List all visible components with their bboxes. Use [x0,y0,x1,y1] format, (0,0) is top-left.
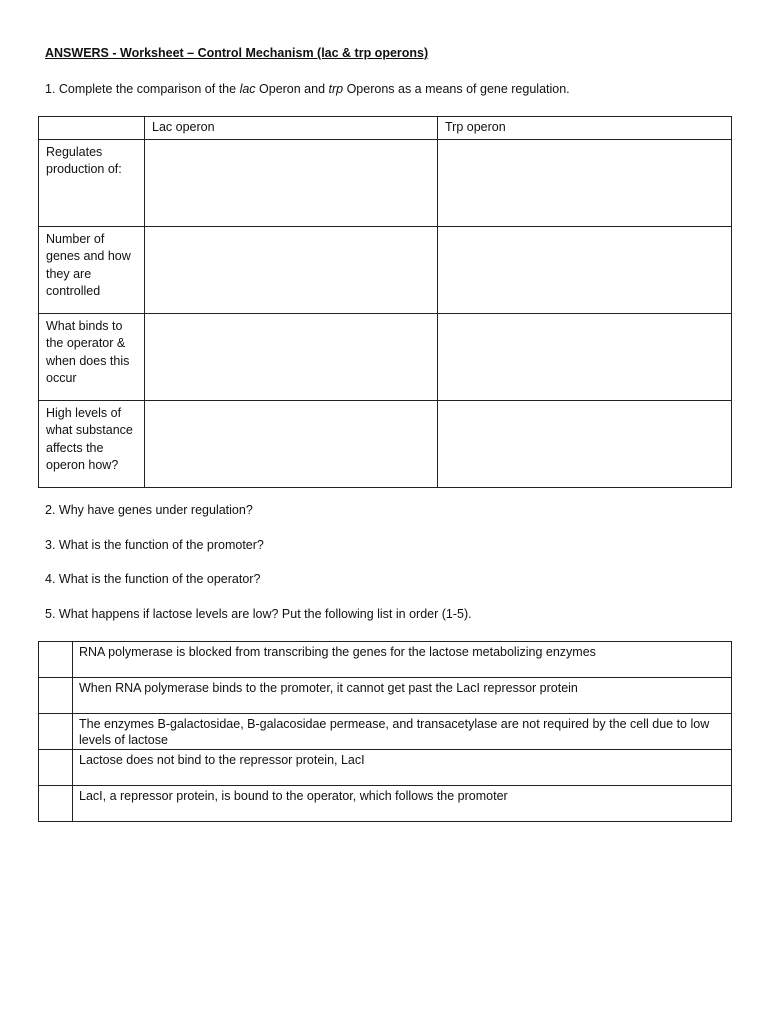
order-statement: LacI, a repressor protein, is bound to the operator, which follows the promoter [73,786,732,822]
ordering-row [39,714,732,750]
order-statement: When RNA polymerase binds to the promoter, it cannot get past the LacI repressor protein [73,678,732,714]
comparison-row [39,226,732,313]
comparison-header-blank [39,117,145,140]
order-number-cell[interactable] [39,714,73,750]
question-3: 3. What is the function of the promoter? [45,538,264,552]
trp-answer-cell[interactable] [438,139,732,226]
question-1-trp: trp [328,82,344,96]
order-number-cell[interactable] [39,750,73,786]
comparison-row-label: Number of genes and how they are controlled [39,226,145,313]
question-2: 2. Why have genes under regulation? [45,503,253,517]
trp-answer-cell[interactable] [438,400,732,487]
lac-answer-cell[interactable] [145,226,438,313]
comparison-row [39,400,732,487]
order-statement: Lactose does not bind to the repressor protein, LacI [73,750,732,786]
trp-answer-cell[interactable] [438,313,732,400]
order-number-cell[interactable] [39,642,73,678]
question-5: 5. What happens if lactose levels are low? Put the following list in order (1-5). [45,607,472,621]
ordering-table [38,641,732,822]
order-number-cell[interactable] [39,786,73,822]
comparison-table [38,116,732,488]
ordering-row [39,678,732,714]
comparison-header-row [39,117,732,140]
ordering-row [39,750,732,786]
order-statement: The enzymes B-galactosidae, B-galacosidae permease, and transacetylase are not required by the cell due to low levels of lactose [73,714,732,750]
question-1-suffix: Operons as a means of gene regulation. [343,82,570,96]
ordering-row [39,642,732,678]
comparison-row-label: What binds to the operator & when does this occur [39,313,145,400]
lac-answer-cell[interactable] [145,139,438,226]
order-number-cell[interactable] [39,678,73,714]
trp-answer-cell[interactable] [438,226,732,313]
comparison-row [39,139,732,226]
lac-answer-cell[interactable] [145,400,438,487]
comparison-header-trp: Trp operon [438,117,732,140]
question-1-prefix: 1. Complete the comparison of the [45,82,240,96]
comparison-row-label: High levels of what substance affects the operon how? [39,400,145,487]
worksheet-title: ANSWERS - Worksheet – Control Mechanism (lac & trp operons) [45,46,429,60]
comparison-row [39,313,732,400]
ordering-row [39,786,732,822]
question-1-lac: lac [239,82,256,96]
question-1-middle: Operon and [255,82,329,96]
question-4: 4. What is the function of the operator? [45,572,261,586]
question-1 [45,82,570,96]
comparison-header-lac: Lac operon [145,117,438,140]
lac-answer-cell[interactable] [145,313,438,400]
order-statement: RNA polymerase is blocked from transcribing the genes for the lactose metabolizing enzymes [73,642,732,678]
comparison-row-label: Regulates production of: [39,139,145,226]
